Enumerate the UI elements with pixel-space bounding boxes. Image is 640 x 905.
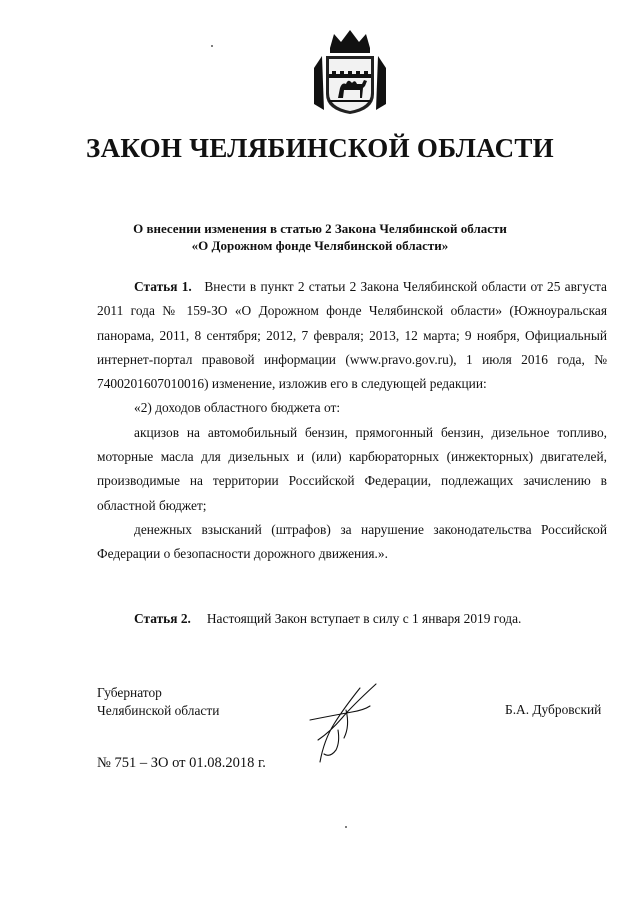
article-1 xyxy=(97,275,607,567)
article-1-paragraph-1: акцизов на автомобильный бензин, прямогонный бензин, дизельное топливо, моторные масла для дизельных и (или) карбюраторных (инжекторных) двигателей, производимые на территории Российской Федерации, подлежащих зачислению в областной бюджет; xyxy=(97,424,607,513)
subtitle-line-2: «О Дорожном фонде Челябинской области» xyxy=(191,238,449,253)
article-1-intro xyxy=(97,275,607,396)
scan-speck xyxy=(345,826,347,828)
article-1-paragraph-2: денежных взысканий (штрафов) за нарушение законодательства Российской Федерации о безопасности дорожного движения.». xyxy=(97,521,607,562)
article-2-label: Статья 2. xyxy=(134,611,191,626)
governor-position-line-1: Губернатор xyxy=(97,685,162,700)
governor-name: Б.А. Дубровский xyxy=(505,702,602,717)
law-number: № 751 – ЗО от 01.08.2018 г. xyxy=(97,755,266,771)
handwritten-signature-icon xyxy=(290,680,390,765)
governor-title xyxy=(97,684,219,720)
law-title: ЗАКОН ЧЕЛЯБИНСКОЙ ОБЛАСТИ xyxy=(86,133,554,163)
scan-speck xyxy=(211,45,213,47)
law-subtitle xyxy=(40,220,600,254)
article-1-quote-intro: «2) доходов областного бюджета от: xyxy=(134,400,341,416)
article-1-text: Внести в пункт 2 статьи 2 Закона Челябинской области от 25 августа 2011 года № 159-ЗО «О Дорожном фонде Челябинской области» (Южноуральская панорама, 2011, 8 сентября; 2012, 7 февраля; 2013, 12 марта; 9 ноября, Официальный интернет-портал правовой информации (www.pravo.gov.ru), 1 июля 2016 года, № 7400201607010016) изменение, изложив его в следующей редакции: xyxy=(97,279,608,392)
article-2-text: Настоящий Закон вступает в силу с 1 января 2019 года. xyxy=(206,611,522,626)
subtitle-line-1: О внесении изменения в статью 2 Закона Челябинской области xyxy=(133,221,507,236)
article-2 xyxy=(134,611,521,627)
article-1-label: Статья 1. xyxy=(134,279,192,294)
chelyabinsk-coat-of-arms-icon xyxy=(310,26,390,116)
governor-position-line-2: Челябинской области xyxy=(97,703,220,718)
